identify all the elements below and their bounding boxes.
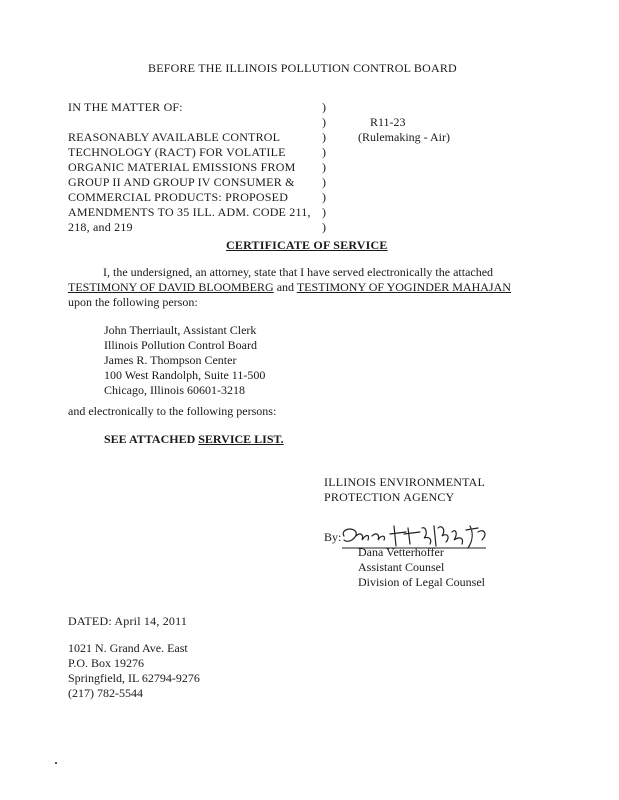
upon-line: upon the following person: [68, 295, 198, 309]
paren: ) [322, 100, 326, 114]
address-line: James R. Thompson Center [104, 353, 237, 367]
scan-speck [55, 762, 57, 764]
return-address-line: 1021 N. Grand Ave. East [68, 641, 188, 655]
electronic-line: and electronically to the following persons: [68, 404, 277, 418]
matter-line: IN THE MATTER OF: [68, 100, 183, 114]
by-label: By: [324, 530, 342, 544]
agency-line2: PROTECTION AGENCY [324, 490, 455, 504]
dated-line: DATED: April 14, 2011 [68, 614, 188, 628]
paren: ) [322, 205, 326, 219]
address-line: Illinois Pollution Control Board [104, 338, 258, 352]
service-list-link: SERVICE LIST. [198, 432, 284, 446]
certificate-intro: I, the undersigned, an attorney, state that I have served electronically the attached [103, 265, 494, 279]
service-list-prefix: SEE ATTACHED [104, 432, 199, 446]
matter-line: GROUP II AND GROUP IV CONSUMER & [68, 175, 295, 189]
paren: ) [322, 220, 326, 234]
docket-number: R11-23 [370, 115, 406, 129]
matter-line: AMENDMENTS TO 35 ILL. ADM. CODE 211, [68, 205, 311, 219]
matter-line: TECHNOLOGY (RACT) FOR VOLATILE [68, 145, 286, 159]
signer-name: Dana Vetterhoffer [358, 545, 444, 559]
docket-type: (Rulemaking - Air) [358, 130, 450, 144]
signer-title: Assistant Counsel [358, 560, 445, 574]
matter-line: COMMERCIAL PRODUCTS: PROPOSED [68, 190, 289, 204]
paren: ) [322, 175, 326, 189]
testimony-line [68, 280, 511, 294]
matter-line: 218, and 219 [68, 220, 133, 234]
address-line: Chicago, Illinois 60601-3218 [104, 383, 245, 397]
testimony-bloomberg: TESTIMONY OF DAVID BLOOMBERG [68, 280, 274, 294]
paren: ) [322, 145, 326, 159]
paren: ) [322, 130, 326, 144]
address-line: 100 West Randolph, Suite 11-500 [104, 368, 266, 382]
paren: ) [322, 190, 326, 204]
certificate-heading: CERTIFICATE OF SERVICE [226, 238, 388, 252]
and-word: and [276, 280, 295, 294]
matter-line: REASONABLY AVAILABLE CONTROL [68, 130, 281, 144]
return-address-line: P.O. Box 19276 [68, 656, 145, 670]
board-title: BEFORE THE ILLINOIS POLLUTION CONTROL BOARD [148, 61, 457, 75]
return-address-line: Springfield, IL 62794-9276 [68, 671, 200, 685]
signer-division: Division of Legal Counsel [358, 575, 485, 589]
matter-line: ORGANIC MATERIAL EMISSIONS FROM [68, 160, 296, 174]
agency-line1: ILLINOIS ENVIRONMENTAL [324, 475, 486, 489]
paren: ) [322, 160, 326, 174]
service-list-line [104, 432, 284, 446]
address-line: John Therriault, Assistant Clerk [104, 323, 257, 337]
caption-parens [322, 100, 332, 235]
return-address-line: (217) 782-5544 [68, 686, 143, 700]
paren: ) [322, 115, 326, 129]
testimony-mahajan: TESTIMONY OF YOGINDER MAHAJAN [296, 280, 511, 294]
